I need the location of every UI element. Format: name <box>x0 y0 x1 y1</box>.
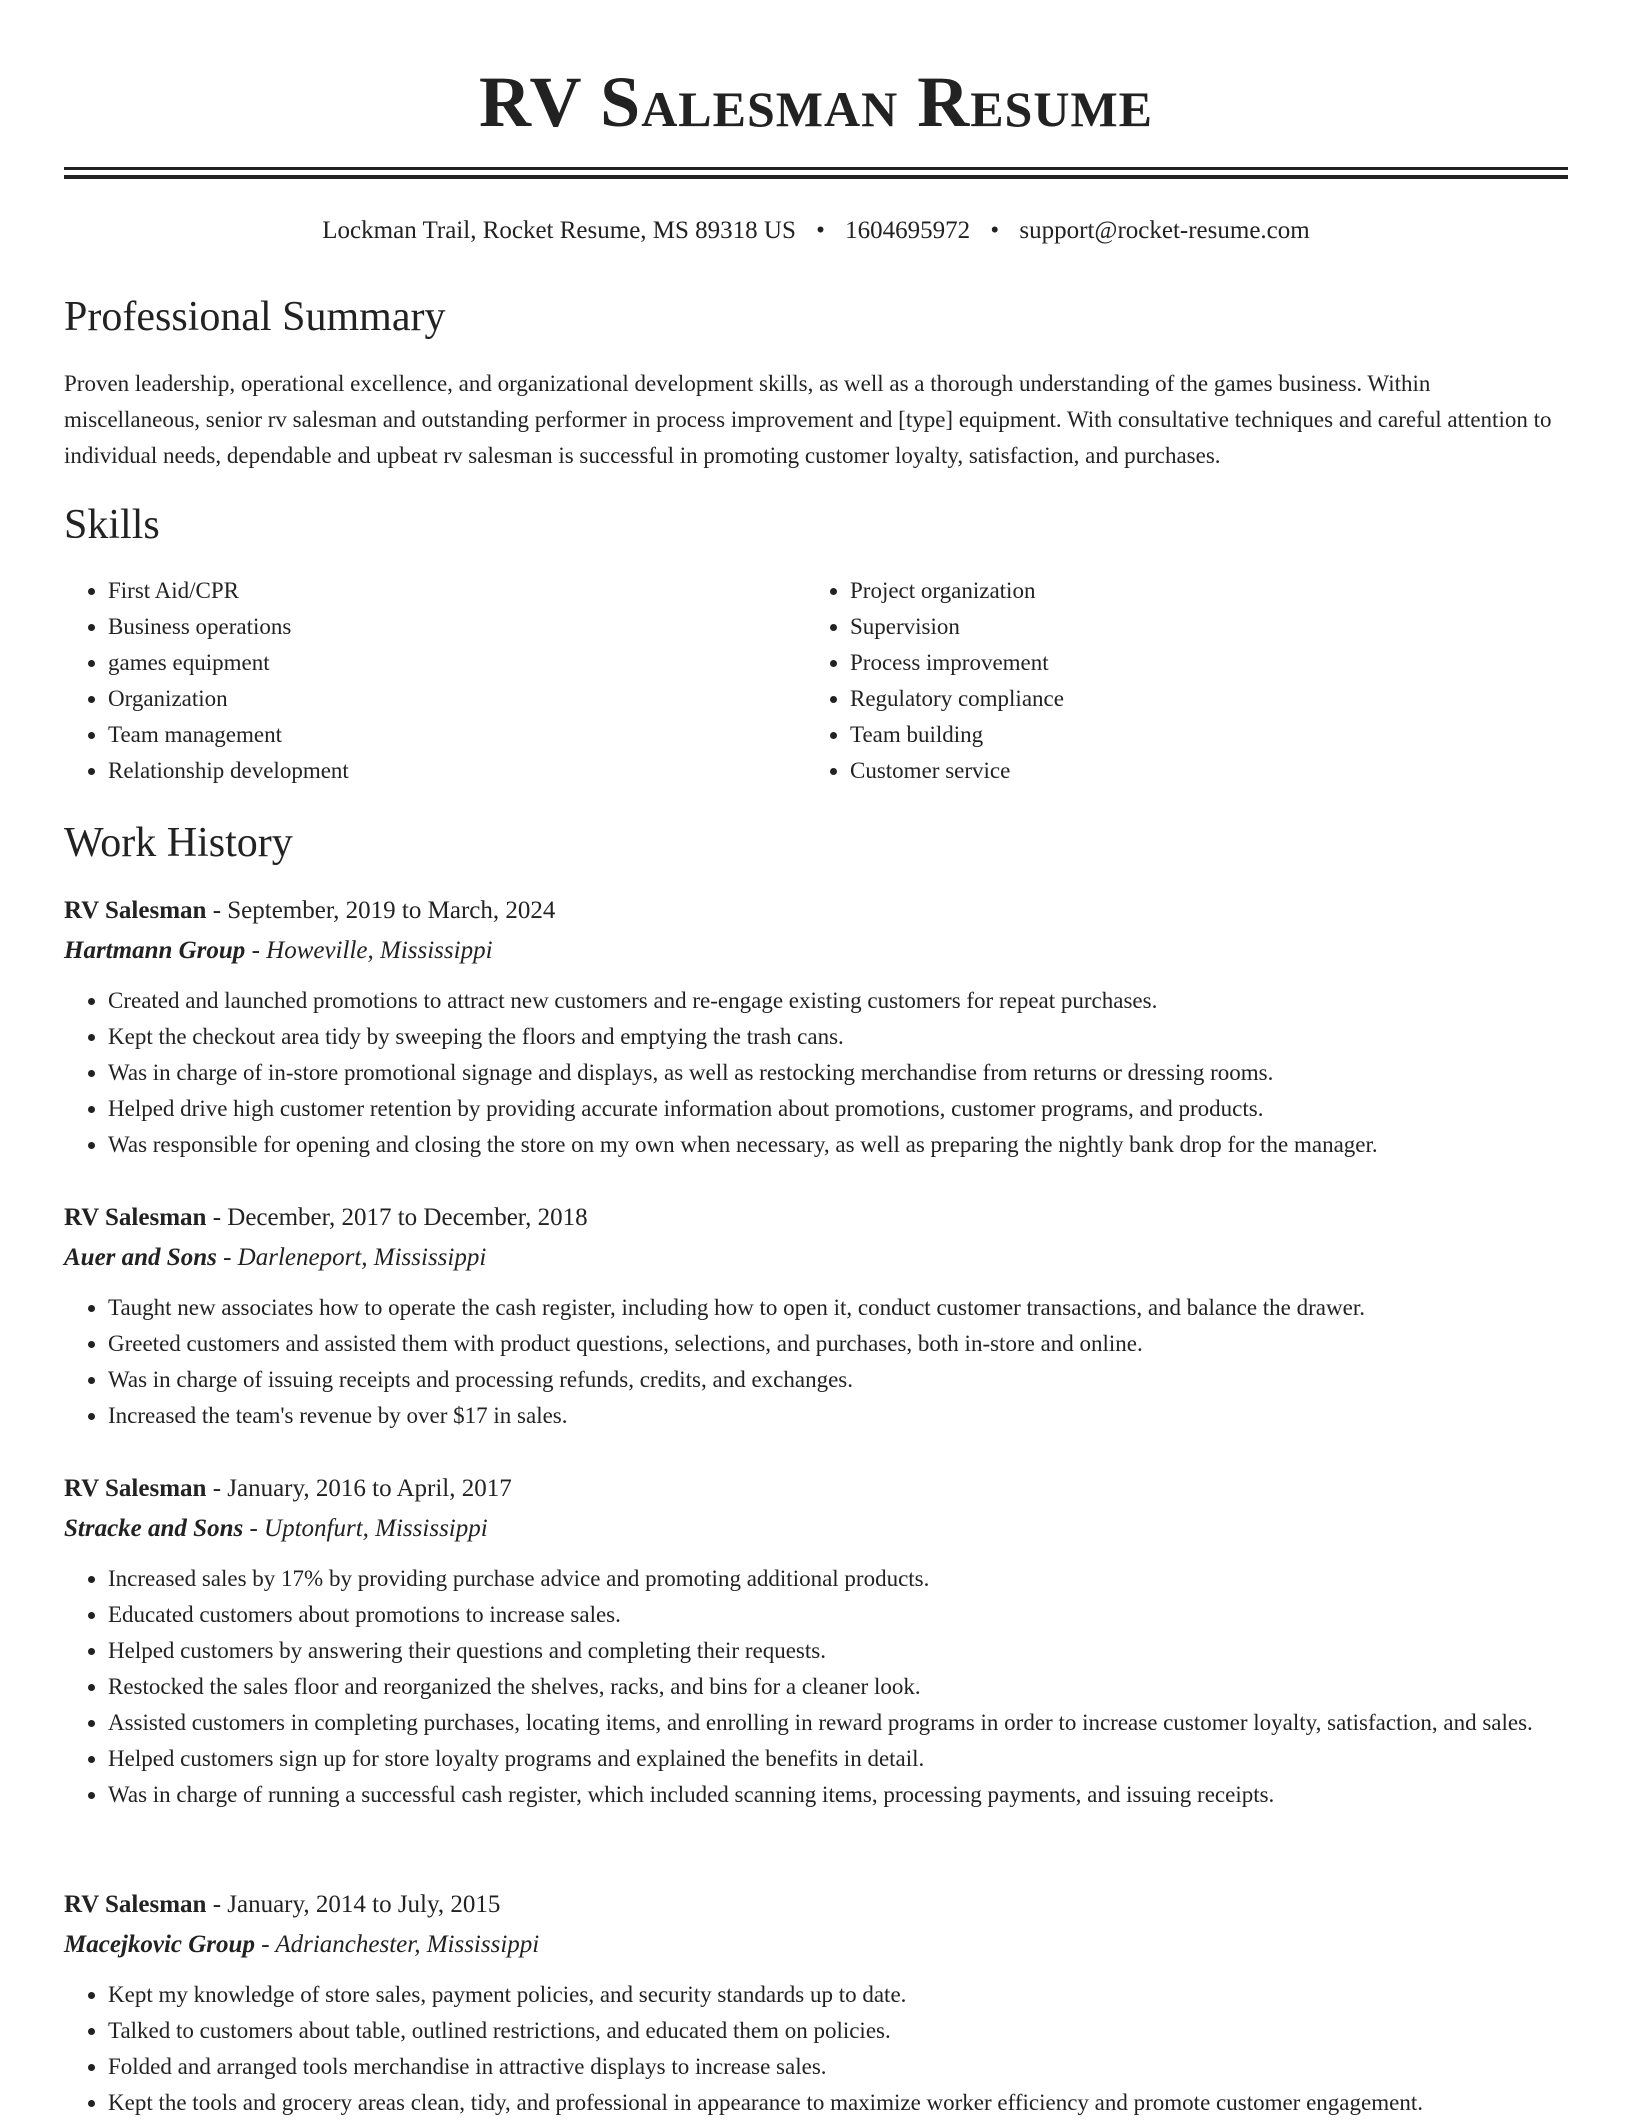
job-entry <box>64 1469 1568 1813</box>
company-name: Hartmann Group <box>64 937 246 964</box>
job-bullet: • Was in charge of running a successful cash register, which included scanning items, processing payments, and issuing receipts. <box>108 1777 1568 1813</box>
skills-list-left <box>64 573 804 789</box>
job-title: RV Salesman <box>64 1204 207 1231</box>
job-title-line <box>64 1885 1568 1925</box>
skill-item: • Business operations <box>108 609 804 645</box>
job-bullet: • Taught new associates how to operate the cash register, including how to open it, conduct customer transactions, and balance the drawer. <box>108 1290 1568 1326</box>
company-line <box>64 1238 1568 1278</box>
skills-column-right <box>806 573 1546 789</box>
job-title-line <box>64 1198 1568 1238</box>
skill-item: • First Aid/CPR <box>108 573 804 609</box>
job-title-line <box>64 891 1568 931</box>
job-bullet: • Was responsible for opening and closing the store on my own when necessary, as well as preparing the nightly bank drop for the manager. <box>108 1127 1568 1163</box>
company-line <box>64 931 1568 971</box>
skills-column-left <box>64 573 804 789</box>
skill-item: • Organization <box>108 681 804 717</box>
job-entry <box>64 1198 1568 1434</box>
skill-item: • Team management <box>108 717 804 753</box>
resume-page <box>64 0 1568 2115</box>
job-bullet: • Restocked the sales floor and reorganized the shelves, racks, and bins for a cleaner look. <box>108 1669 1568 1705</box>
resume-title: RV Salesman Resume <box>478 62 1154 142</box>
skill-item: • games equipment <box>108 645 804 681</box>
contact-separator: • <box>990 217 1000 244</box>
skills-list-right <box>806 573 1546 789</box>
skill-item: • Customer service <box>850 753 1546 789</box>
job-dates: - December, 2017 to December, 2018 <box>206 1204 588 1231</box>
skill-item: • Team building <box>850 717 1546 753</box>
job-bullets <box>64 1561 1568 1813</box>
job-bullet: • Kept the tools and grocery areas clean, tidy, and professional in appearance to maximize worker efficiency and promote customer engagement. <box>108 2085 1568 2121</box>
job-bullet: • Assisted customers in completing purchases, locating items, and enrolling in reward programs in order to increase customer loyalty, satisfaction, and sales. <box>108 1705 1568 1741</box>
job-title-line <box>64 1469 1568 1509</box>
job-bullet: • Kept the checkout area tidy by sweeping the floors and emptying the trash cans. <box>108 1019 1568 1055</box>
job-dates: - September, 2019 to March, 2024 <box>206 897 556 924</box>
job-entry <box>64 891 1568 1163</box>
contact-separator: • <box>816 217 825 244</box>
company-name: Auer and Sons <box>64 1244 217 1271</box>
job-bullet: • Greeted customers and assisted them with product questions, selections, and purchases, both in-store and online. <box>108 1326 1568 1362</box>
company-location: - Uptonfurt, Mississippi <box>243 1515 488 1542</box>
job-bullet: • Helped customers sign up for store loyalty programs and explained the benefits in detail. <box>108 1741 1568 1777</box>
contact-address: Lockman Trail, Rocket Resume, MS 89318 US <box>322 217 796 244</box>
company-name: Macejkovic Group <box>64 1931 255 1958</box>
job-bullet: • Kept my knowledge of store sales, payment policies, and security standards up to date. <box>108 1977 1568 2013</box>
company-location: - Adrianchester, Mississippi <box>254 1931 540 1958</box>
skills-heading: Skills <box>64 502 160 548</box>
job-bullet: • Was in charge of issuing receipts and processing refunds, credits, and exchanges. <box>108 1362 1568 1398</box>
contact-email: support@rocket-resume.com <box>1019 217 1310 244</box>
job-bullet: • Helped drive high customer retention by providing accurate information about promotions, customer programs, and products. <box>108 1091 1568 1127</box>
company-location: - Darleneport, Mississippi <box>216 1244 487 1271</box>
job-bullet: • Educated customers about promotions to increase sales. <box>108 1597 1568 1633</box>
contact-phone: 1604695972 <box>845 217 971 244</box>
skill-item: • Process improvement <box>850 645 1546 681</box>
skill-item: • Supervision <box>850 609 1546 645</box>
skill-item: • Project organization <box>850 573 1546 609</box>
job-dates: - January, 2014 to July, 2015 <box>206 1891 501 1918</box>
job-bullet: • Increased sales by 17% by providing purchase advice and promoting additional products. <box>108 1561 1568 1597</box>
job-title: RV Salesman <box>64 1475 207 1502</box>
job-bullets <box>64 983 1568 1163</box>
job-bullet: • Folded and arranged tools merchandise in attractive displays to increase sales. <box>108 2049 1568 2085</box>
job-bullet: • Talked to customers about table, outlined restrictions, and educated them on policies. <box>108 2013 1568 2049</box>
job-bullet: • Was in charge of in-store promotional signage and displays, as well as restocking merchandise from returns or dressing rooms. <box>108 1055 1568 1091</box>
job-title: RV Salesman <box>64 1891 207 1918</box>
job-title: RV Salesman <box>64 897 207 924</box>
company-line <box>64 1509 1568 1549</box>
skill-item: • Relationship development <box>108 753 804 789</box>
job-bullet: • Increased the team's revenue by over $17 in sales. <box>108 1398 1568 1434</box>
job-bullet: • Helped customers by answering their questions and completing their requests. <box>108 1633 1568 1669</box>
skill-item: • Regulatory compliance <box>850 681 1546 717</box>
header-divider-top <box>64 167 1568 170</box>
work-history-heading: Work History <box>64 820 293 866</box>
summary-heading: Professional Summary <box>64 294 446 340</box>
company-name: Stracke and Sons <box>64 1515 244 1542</box>
company-location: - Howeville, Mississippi <box>245 937 493 964</box>
job-bullets <box>64 1977 1568 2121</box>
job-dates: - January, 2016 to April, 2017 <box>206 1475 512 1502</box>
contact-line <box>64 213 1568 249</box>
summary-text: Proven leadership, operational excellence, and organizational development skills, as well as a thorough understanding of the games business. Within miscellaneous, senior rv salesman and outstanding performer in process improvement and [type] equipment. With consultative techniques and careful attention to individual needs, dependable and upbeat rv salesman is successful in promoting customer loyalty, satisfaction, and purchases. <box>64 371 1552 468</box>
job-entry <box>64 1885 1568 2121</box>
header-divider-bottom <box>64 175 1568 179</box>
job-bullet: • Created and launched promotions to attract new customers and re-engage existing customers for repeat purchases. <box>108 983 1568 1019</box>
company-line <box>64 1925 1568 1965</box>
job-bullets <box>64 1290 1568 1434</box>
